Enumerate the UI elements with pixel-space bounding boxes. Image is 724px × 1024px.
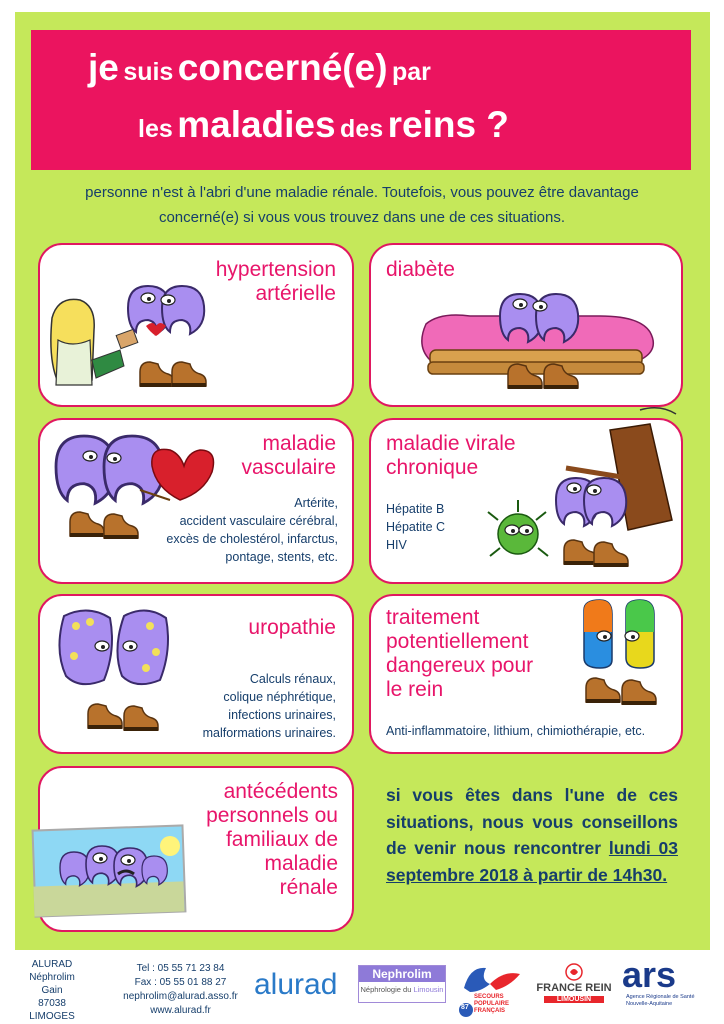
title-line-2: les maladies des reins ?	[138, 104, 509, 145]
nephrolim-logo: Nephrolim Néphrologie du Limousin	[358, 965, 446, 1003]
france-rein-logo: FRANCE REIN LIMOUSIN	[536, 962, 612, 1008]
antecedents-photo	[33, 825, 186, 916]
card-virale-title: maladie virale chronique	[386, 432, 516, 479]
secours-populaire-logo: 87 SECOURS POPULAIRE FRANÇAIS	[450, 958, 526, 1020]
footer-email-link[interactable]: nephrolim@alurad.asso.fr	[123, 991, 238, 1002]
invitation-text: si vous êtes dans l'une de ces situations, nous vous conseillons de venir nous rencontrer lundi 03 septembre 2018 à partir de 14h30.	[386, 785, 678, 885]
alurad-logo: alurad	[254, 968, 338, 1001]
card-uropathie-list: Calculs rénaux, colique néphrétique, infections urinaires, malformations urinaires.	[202, 672, 336, 740]
card-antecedents-title: antécédents personnels ou familiaux de maladie rénale	[206, 780, 338, 899]
card-hypertension-title: hypertension artérielle	[215, 258, 336, 305]
diabete-illustration	[422, 294, 653, 389]
card-uropathie-title: uropathie	[248, 616, 336, 639]
ars-logo: ars Agence Régionale de Santé Nouvelle-Aquitaine	[622, 954, 695, 1007]
title-line-1: je suis concerné(e) par	[88, 47, 431, 88]
footer-contact: Tel : 05 55 71 23 84 Fax : 05 55 01 88 27 nephrolim@alurad.asso.fr www.alurad.fr	[118, 962, 243, 1018]
footer-address: ALURAD Néphrolim Gain 87038 LIMOGES	[29, 959, 75, 1022]
traitement-illustration	[584, 600, 656, 705]
card-diabete-title: diabète	[386, 258, 455, 281]
intro-text: personne n'est à l'abri d'une maladie rénale. Toutefois, vous pouvez être davantage concerné(e) si vous vous trouvez dans une de ces situations.	[85, 184, 639, 226]
card-vasculaire-title: maladie vasculaire	[241, 432, 336, 479]
event-date: lundi 03 septembre 2018 à partir de 14h30.	[386, 838, 678, 885]
card-traitement-title: traitement potentiellement dangereux pour le rein	[386, 606, 534, 701]
card-virale-list: Hépatite B Hépatite C HIV	[386, 502, 446, 552]
card-vasculaire-list: Artérite, accident vasculaire cérébral, excès de cholestérol, infarctus, pontage, stents, etc.	[166, 496, 338, 564]
card-traitement-list: Anti-inflammatoire, lithium, chimiothérapie, etc.	[386, 724, 646, 738]
footer-website-link[interactable]: www.alurad.fr	[150, 1005, 211, 1016]
